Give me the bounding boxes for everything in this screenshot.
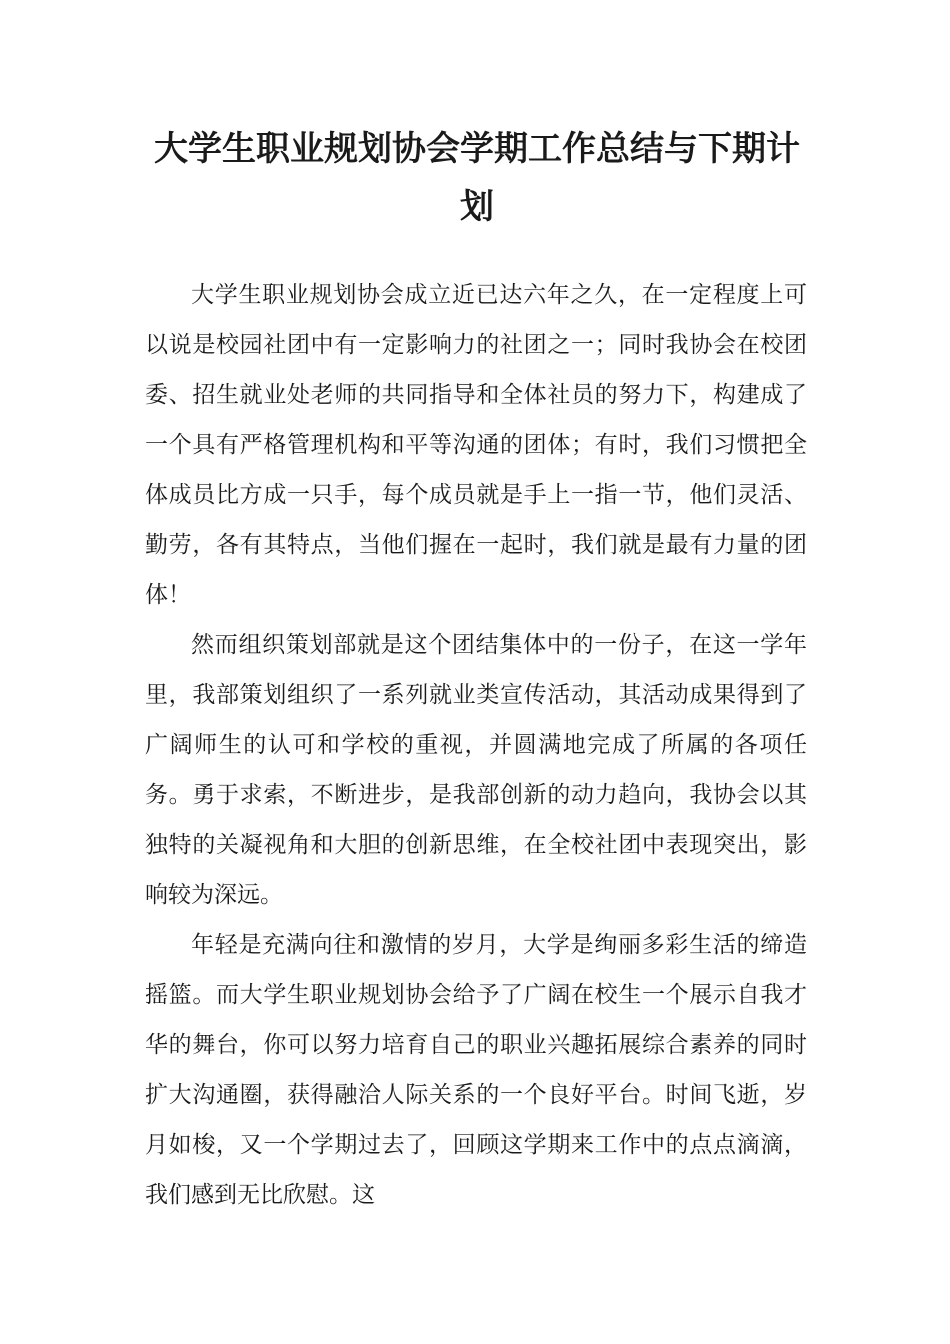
document-body bbox=[145, 270, 807, 1220]
paragraph-1: 大学生职业规划协会成立近已达六年之久，在一定程度上可以说是校园社团中有一定影响力的社团之一；同时我协会在校团委、招生就业处老师的共同指导和全体社员的努力下，构建成了一个具有严格管理机构和平等沟通的团体；有时，我们习惯把全体成员比方成一只手，每个成员就是手上一指一节，他们灵活、勤劳，各有其特点，当他们握在一起时，我们就是最有力量的团体！ bbox=[145, 282, 807, 608]
document-title: 大学生职业规划协会学期工作总结与下期计划 bbox=[154, 129, 800, 227]
paragraph-3: 年轻是充满向往和激情的岁月，大学是绚丽多彩生活的缔造摇篮。而大学生职业规划协会给予了广阔在校生一个展示自我才华的舞台，你可以努力培育自己的职业兴趣拓展综合素养的同时扩大沟通圈，获得融洽人际关系的一个良好平台。时间飞逝，岁月如梭，又一个学期过去了，回顾这学期来工作中的点点滴滴，我们感到无比欣慰。这 bbox=[145, 932, 807, 1208]
paragraph-2: 然而组织策划部就是这个团结集体中的一份子，在这一学年里，我部策划组织了一系列就业类宣传活动，其活动成果得到了广阔师生的认可和学校的重视，并圆满地完成了所属的各项任务。勇于求索，不断进步，是我部创新的动力趋向，我协会以其独特的关凝视角和大胆的创新思维，在全校社团中表现突出，影响较为深远。 bbox=[145, 632, 807, 908]
